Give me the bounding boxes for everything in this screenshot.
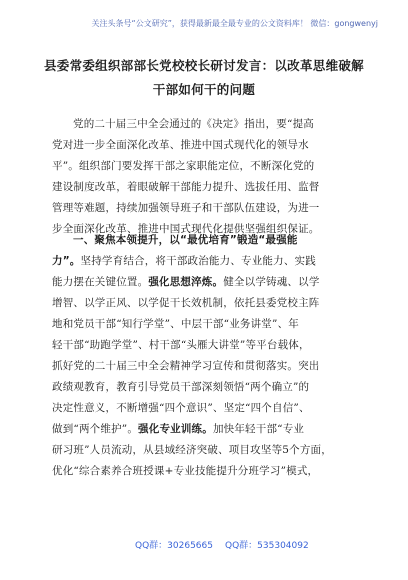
subheading-training: 强化专业训练。 (138, 423, 213, 435)
text-run: 加快年轻干部“专业 (212, 423, 305, 435)
footer-qq-group-2: QQ群：535304092 (225, 541, 309, 551)
text-line: 步全面深化改革、推进中国式现代化提供坚强组织保证。 (52, 223, 320, 235)
text-line: 地和党员干部“知行学堂”、中层干部“业务讲堂”、年 (52, 318, 299, 330)
paragraph-section-one (52, 230, 358, 482)
text-line: 优化“综合素养合班授课+专业技能提升分班学习”模式， (52, 465, 319, 477)
text-line: 增智、以学正风、以学促干长效机制，依托县委党校主阵 (52, 297, 320, 309)
text-line: 管理等难题，持续加强领导班子和干部队伍建设，为进一 (52, 202, 320, 214)
section-heading-end: 力”。 (52, 255, 81, 267)
document-title-line-1: 县委常委组织部部长党校校长研讨发言：以改革思维破解 (43, 58, 364, 73)
text-run: 做到“两个维护”。 (52, 423, 139, 435)
text-line: 党对进一步全面深化改革、推进中国式现代化的领导水 (52, 139, 309, 151)
text-run: 坚持学育结合，将干部政治能力、专业能力、实践 (80, 255, 316, 267)
text-line: 抓好党的二十届三中全会精神学习宣传和贯彻落实。突出 (52, 360, 320, 372)
paragraph-intro (52, 114, 358, 240)
text-line (52, 419, 358, 440)
text-line (52, 251, 358, 272)
header-promo-text: 关注头条号“公文研究”，获得最新最全最专业的公文资料库！ 微信：gongwenyj (91, 19, 378, 28)
text-line: 轻干部“助跑学堂”、村干部“头雁大讲堂”等平台载体， (52, 339, 310, 351)
subheading-thought: 强化思想淬炼。 (148, 276, 224, 288)
footer-qq-group-1: QQ群：30265665 (135, 541, 213, 551)
document-title-line-2: 干部如何干的问题 (152, 82, 256, 97)
text-line: 研习班”人员流动，从县域经济突破、项目攻坚等5个方面， (52, 444, 332, 456)
text-line: 党的二十届三中全会通过的《决定》指出，要“提高 (73, 118, 314, 130)
text-run: 能力摆在关键位置。 (52, 276, 149, 288)
text-line: 政绩观教育，教育引导党员干部深刻领悟“两个确立”的 (52, 381, 310, 393)
text-line (52, 272, 358, 293)
text-line: 平”。组织部门要发挥干部之家职能定位，不断深化党的 (52, 160, 315, 172)
text-line: 建设制度改革，着眼破解干部能力提升、选拔任用、监督 (52, 181, 320, 193)
section-heading: 一、聚焦本领提升，以“最优培育”锻造“最强能 (73, 234, 298, 246)
text-run: 健全以学铸魂、以学 (223, 276, 320, 288)
text-line: 决定性意义，不断增强“四个意识”、坚定“四个自信”、 (52, 402, 310, 414)
